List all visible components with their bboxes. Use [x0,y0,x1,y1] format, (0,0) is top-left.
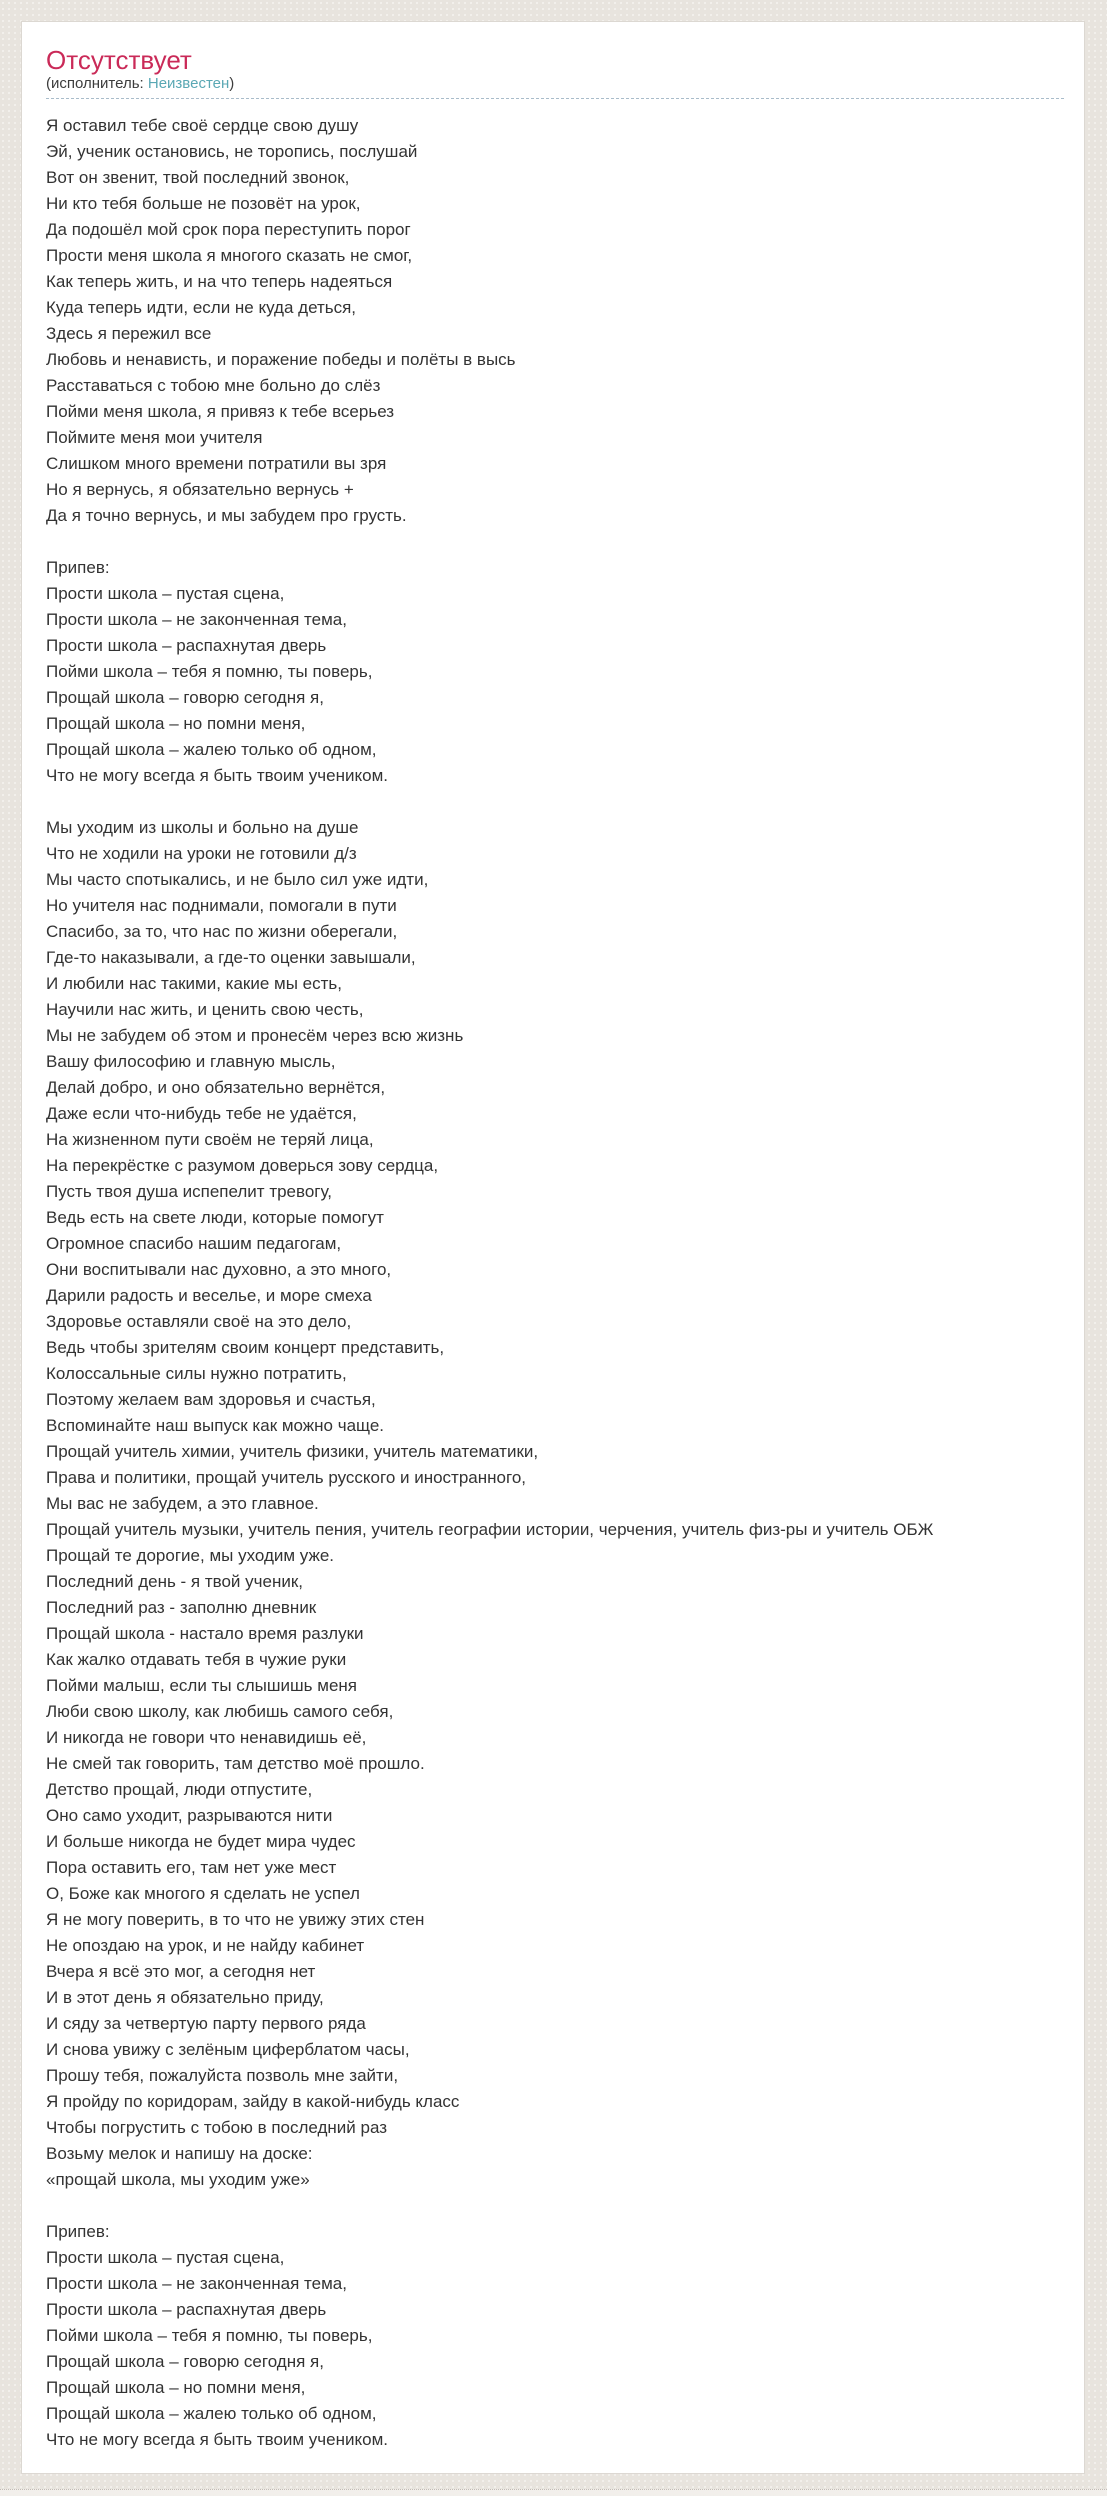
lyric-line: Возьму мелок и напишу на доске: [46,2144,313,2163]
lyric-line: Вот он звенит, твой последний звонок, [46,168,350,187]
lyrics [46,113,1064,2453]
lyric-line: Поймите меня мои учителя [46,428,263,447]
lyric-line: Прощай школа – говорю сегодня я, [46,2352,324,2371]
lyric-line: Прощай школа – жалею только об одном, [46,2404,377,2423]
lyric-line: Вашу философию и главную мысль, [46,1052,336,1071]
lyric-line: «прощай школа, мы уходим уже» [46,2170,310,2189]
lyric-line: Пусть твоя душа испепелит тревогу, [46,1182,333,1201]
lyric-line: Что не ходили на уроки не готовили д/з [46,844,357,863]
lyric-line: Как жалко отдавать тебя в чужие руки [46,1650,347,1669]
lyric-line: Ведь есть на свете люди, которые помогут [46,1208,384,1227]
artist-label: (исполнитель: [46,75,148,92]
lyric-line: Чтобы погрустить с тобою в последний раз [46,2118,388,2137]
lyric-line: Пора оставить его, там нет уже мест [46,1858,337,1877]
lyric-line: Пойми школа – тебя я помню, ты поверь, [46,2326,373,2345]
lyric-line: Я пройду по коридорам, зайду в какой-нибудь класс [46,2092,460,2111]
lyric-line: Прощай школа – но помни меня, [46,2378,306,2397]
lyric-line: Прости школа – не законченная тема, [46,610,347,629]
lyric-line: Да я точно вернусь, и мы забудем про грусть. [46,506,407,525]
lyric-line: Ведь чтобы зрителям своим концерт представить, [46,1338,445,1357]
lyric-line: Ни кто тебя больше не позовёт на урок, [46,194,361,213]
lyric-line: Оно само уходит, разрываются нити [46,1806,333,1825]
song-header [46,46,1064,99]
lyric-line: Дарили радость и веселье, и море смеха [46,1286,372,1305]
lyric-line: Расставаться с тобою мне больно до слёз [46,376,381,395]
lyric-line: Припев: [46,558,110,577]
lyric-line: Прости школа – пустая сцена, [46,584,285,603]
lyric-line: Детство прощай, люди отпустите, [46,1780,313,1799]
song-card [21,21,1085,2474]
lyric-line: Но я вернусь, я обязательно вернусь + [46,480,354,499]
artist-link[interactable]: Неизвестен [147,75,230,92]
lyric-line: Что не могу всегда я быть твоим учеником. [46,2430,388,2449]
lyric-line: И в этот день я обязательно приду, [46,1988,324,2007]
lyric-line: Последний день - я твой ученик, [46,1572,304,1591]
lyric-line: Научили нас жить, и ценить свою честь, [46,1000,364,1019]
lyric-line: И больше никогда не будет мира чудес [46,1832,356,1851]
lyric-line: Не опоздаю на урок, и не найду кабинет [46,1936,365,1955]
lyric-line: Припев: [46,2222,110,2241]
stanza-gap [46,529,1064,555]
lyric-line: Прощай школа - настало время разлуки [46,1624,364,1643]
lyric-line: Но учителя нас поднимали, помогали в пути [46,896,397,915]
lyric-line: Пойми малыш, если ты слышишь меня [46,1676,357,1695]
lyric-line: Куда теперь идти, если не куда деться, [46,298,357,317]
lyric-line: О, Боже как многого я сделать не успел [46,1884,360,1903]
lyric-line: Прощай учитель химии, учитель физики, учитель математики, [46,1442,539,1461]
lyric-line: Последний раз - заполню дневник [46,1598,317,1617]
lyric-line: Да подошёл мой срок пора переступить порог [46,220,411,239]
song-title: Отсутствует [46,45,192,75]
lyric-line: Вчера я всё это мог, а сегодня нет [46,1962,316,1981]
lyric-line: На жизненном пути своём не теряй лица, [46,1130,374,1149]
lyric-line: Прости школа – пустая сцена, [46,2248,285,2267]
lyric-line: И любили нас такими, какие мы есть, [46,974,342,993]
lyric-line: Прости школа – распахнутая дверь [46,636,327,655]
lyric-line: Прости школа – не законченная тема, [46,2274,347,2293]
lyric-line: Пойми школа – тебя я помню, ты поверь, [46,662,373,681]
artist-label-suffix: ) [229,75,235,92]
lyric-line: Мы не забудем об этом и пронесём через всю жизнь [46,1026,464,1045]
lyric-line: Даже если что-нибудь тебе не удаётся, [46,1104,357,1123]
lyric-line: Как теперь жить, и на что теперь надеяться [46,272,393,291]
lyric-line: Прощай школа – говорю сегодня я, [46,688,324,707]
lyric-line: И никогда не говори что ненавидишь её, [46,1728,367,1747]
lyric-line: Мы часто спотыкались, и не было сил уже идти, [46,870,429,889]
lyric-line: Прощай школа – жалею только об одном, [46,740,377,759]
stanza-gap [46,2193,1064,2219]
lyric-line: Прости меня школа я многого сказать не смог, [46,246,413,265]
lyric-line: Огромное спасибо нашим педагогам, [46,1234,342,1253]
lyric-line: Здоровье оставляли своё на это дело, [46,1312,352,1331]
lyric-line: Мы вас не забудем, а это главное. [46,1494,319,1513]
lyric-line: И снова увижу с зелёным циферблатом часы, [46,2040,410,2059]
lyric-line: Любовь и ненависть, и поражение победы и полёты в высь [46,350,516,369]
lyric-line: Люби свою школу, как любишь самого себя, [46,1702,394,1721]
lyric-line: И сяду за четвертую парту первого ряда [46,2014,366,2033]
lyric-line: Мы уходим из школы и больно на душе [46,818,359,837]
lyric-line: Прости школа – распахнутая дверь [46,2300,327,2319]
lyric-line: Права и политики, прощай учитель русского и иностранного, [46,1468,526,1487]
lyric-line: Спасибо, за то, что нас по жизни оберегали, [46,922,398,941]
lyric-line: Поэтому желаем вам здоровья и счастья, [46,1390,376,1409]
lyric-line: На перекрёстке с разумом доверься зову сердца, [46,1156,439,1175]
lyric-line: Я не могу поверить, в то что не увижу этих стен [46,1910,425,1929]
lyric-line: Вспоминайте наш выпуск как можно чаще. [46,1416,385,1435]
lyric-line: Пойми меня школа, я привяз к тебе всерьез [46,402,395,421]
stanza-gap [46,789,1064,815]
lyric-line: Что не могу всегда я быть твоим учеником. [46,766,388,785]
lyric-line: Прощай учитель музыки, учитель пения, учитель географии истории, черчения, учитель физ-ры и учитель ОБЖ [46,1520,934,1539]
artist-line [46,74,1064,93]
lyric-line: Здесь я пережил все [46,324,212,343]
lyric-line: Слишком много времени потратили вы зря [46,454,387,473]
lyric-line: Прощай школа – но помни меня, [46,714,306,733]
lyric-line: Я оставил тебе своё сердце свою душу [46,116,359,135]
footer-strip [0,2489,1107,2496]
lyric-line: Эй, ученик остановись, не торопись, послушай [46,142,418,161]
lyric-line: Колоссальные силы нужно потратить, [46,1364,347,1383]
lyric-line: Они воспитывали нас духовно, а это много, [46,1260,392,1279]
lyric-line: Где-то наказывали, а где-то оценки завышали, [46,948,416,967]
lyric-line: Не смей так говорить, там детство моё прошло. [46,1754,425,1773]
lyric-line: Прощай те дорогие, мы уходим уже. [46,1546,335,1565]
lyric-line: Прошу тебя, пожалуйста позволь мне зайти, [46,2066,399,2085]
lyric-line: Делай добро, и оно обязательно вернётся, [46,1078,386,1097]
